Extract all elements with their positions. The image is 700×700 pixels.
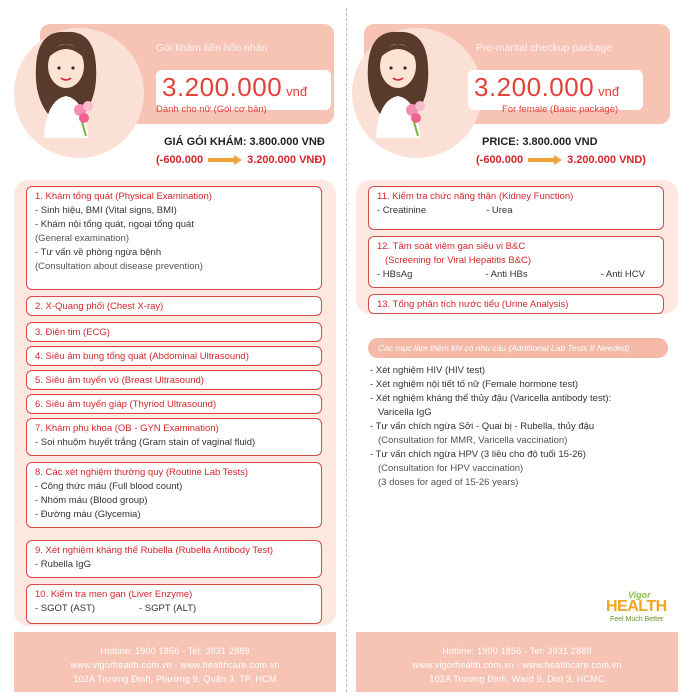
left-panel	[14, 8, 336, 688]
price-unit: vnđ	[286, 84, 308, 99]
item-title: (Screening for Viral Hepatitis B&C)	[385, 255, 532, 266]
item-line: - Anti HBs	[485, 269, 528, 280]
item-title: 2. X-Quang phổi (Chest X-ray)	[35, 301, 164, 312]
footer-website: www.vigorhealth.com.vn - www.healthcare.com.vn	[70, 660, 280, 670]
item-line: - Khám nội tổng quát, ngoại tổng quát	[35, 219, 194, 230]
footer-hotline: Hotline: 1900 1856 - Tel: 3931 2889	[100, 646, 250, 656]
price-unit: vnđ	[598, 84, 620, 99]
item-line: - SGOT (AST)	[35, 603, 95, 614]
package-note: Dành cho nữ (Gói cơ bản)	[156, 104, 267, 115]
additional-tests-list	[370, 364, 670, 490]
list-item	[26, 394, 322, 414]
list-item: - Tư vấn chích ngừa Sởi - Quai bị - Rubella, thủy đậu	[370, 421, 595, 432]
item-line: - Rubella IgG	[35, 559, 91, 570]
list-item	[368, 186, 664, 230]
item-title: 10. Kiểm tra men gan (Liver Enzyme)	[35, 589, 193, 600]
vigor-health-logo	[604, 590, 670, 630]
bride-illustration	[24, 26, 108, 138]
footer	[356, 632, 678, 692]
list-item	[368, 294, 664, 314]
logo-tagline: Feel Much Better	[610, 616, 664, 623]
item-line: - Đường máu (Glycemia)	[35, 509, 141, 520]
item-title: 12. Tầm soát viêm gan siêu vi B&C	[377, 241, 526, 252]
item-title: 11. Kiểm tra chức năng thận (Kidney Function)	[377, 191, 574, 202]
item-title: 9. Xét nghiệm kháng thể Rubella (Rubella Antibody Test)	[35, 545, 274, 556]
list-item: - Tư vấn chích ngừa HPV (3 liều cho độ tuổi 15-26)	[370, 449, 586, 460]
item-title: 8. Các xét nghiệm thường quy (Routine Lab Tests)	[35, 467, 249, 478]
package-subtitle: Pre-marital checkup package	[476, 42, 612, 54]
list-item	[26, 370, 322, 390]
list-item	[26, 418, 322, 456]
list-item: Varicella IgG	[378, 407, 432, 418]
price-line: PRICE: 3.800.000 VND	[482, 136, 598, 148]
list-item	[26, 322, 322, 342]
list-item: (Consultation for HPV vaccination)	[378, 463, 524, 474]
item-title: 5. Siêu âm tuyến vú (Breast Ultrasound)	[35, 375, 204, 386]
discount-line	[476, 154, 646, 166]
price-line: GIÁ GÓI KHÁM: 3.800.000 VNĐ	[164, 136, 325, 148]
package-price: 3.200.000	[474, 72, 595, 102]
discount-from: (-600.000	[156, 154, 204, 166]
item-title: 4. Siêu âm bụng tổng quát (Abdominal Ultrasound)	[35, 351, 249, 362]
list-item: - Xét nghiệm nội tiết tố nữ (Female hormone test)	[370, 379, 579, 390]
item-line: - Tư vấn về phòng ngừa bệnh	[35, 247, 162, 258]
logo-health: HEALTH	[606, 598, 667, 615]
list-item	[26, 186, 322, 290]
item-line: - Creatinine	[377, 205, 427, 216]
discount-to: 3.200.000 VNĐ)	[247, 154, 326, 166]
package-price: 3.200.000	[162, 72, 283, 102]
list-item: (Consultation for MMR, Varicella vaccination)	[378, 435, 568, 446]
item-line: - Urea	[486, 205, 513, 216]
item-title: 1. Khám tổng quát (Physical Examination)	[35, 191, 212, 202]
list-item	[26, 296, 322, 316]
footer-address: 102A Trương Định, Ward 9, Dist 3, HCMC	[429, 674, 605, 684]
footer	[14, 632, 336, 692]
item-line: (General examination)	[35, 233, 129, 244]
list-item	[26, 584, 322, 624]
logo-vigor: Vigor	[628, 590, 651, 600]
item-line: - Sinh hiệu, BMI (Vital signs, BMI)	[35, 205, 177, 216]
list-item: (3 doses for aged of 15-26 years)	[378, 477, 519, 488]
list-item: - Xét nghiệm HIV (HIV test)	[370, 365, 486, 376]
item-line: - Công thức máu (Full blood count)	[35, 481, 183, 492]
item-title: 3. Điện tim (ECG)	[35, 327, 110, 338]
footer-address: 102A Trương Định, Phường 9, Quận 3, TP. HCM	[73, 674, 277, 684]
arrow-right-icon	[528, 156, 562, 164]
package-subtitle: Gói khám tiền hôn nhân	[156, 42, 268, 54]
list-item	[26, 346, 322, 366]
fold-divider	[346, 8, 347, 692]
discount-to: 3.200.000 VND)	[567, 154, 646, 166]
right-panel	[356, 8, 678, 688]
bride-illustration	[356, 26, 440, 138]
arrow-right-icon	[208, 156, 242, 164]
list-item	[26, 462, 322, 528]
footer-hotline: Hotline: 1900 1856 - Tel: 3931 2889	[442, 646, 592, 656]
discount-from: (-600.000	[476, 154, 524, 166]
item-line: (Consultation about disease prevention)	[35, 261, 203, 272]
list-item	[368, 236, 664, 288]
item-line: - HBsAg	[377, 269, 413, 280]
list-item	[26, 540, 322, 578]
item-line: - SGPT (ALT)	[139, 603, 197, 614]
item-line: - Anti HCV	[600, 269, 645, 280]
item-title: 13. Tổng phân tích nước tiểu (Urine Analysis)	[377, 299, 569, 310]
item-line: - Nhóm máu (Blood group)	[35, 495, 148, 506]
footer-website: www.vigorhealth.com.vn - www.healthcare.com.vn	[412, 660, 622, 670]
item-line: - Soi nhuộm huyết trắng (Gram stain of vaginal fluid)	[35, 437, 256, 448]
list-item: - Xét nghiệm kháng thể thủy đậu (Varicella antibody test):	[370, 393, 612, 404]
package-note: For female (Basic package)	[502, 104, 619, 115]
item-title: 7. Khám phụ khoa (OB - GYN Examination)	[35, 423, 219, 434]
item-title: 6. Siêu âm tuyến giáp (Thyriod Ultrasound)	[35, 399, 217, 410]
additional-tests-heading: Các mục làm thêm khi có nhu cầu (Additional Lab Tests If Needed)	[368, 338, 668, 358]
discount-line	[156, 154, 326, 166]
